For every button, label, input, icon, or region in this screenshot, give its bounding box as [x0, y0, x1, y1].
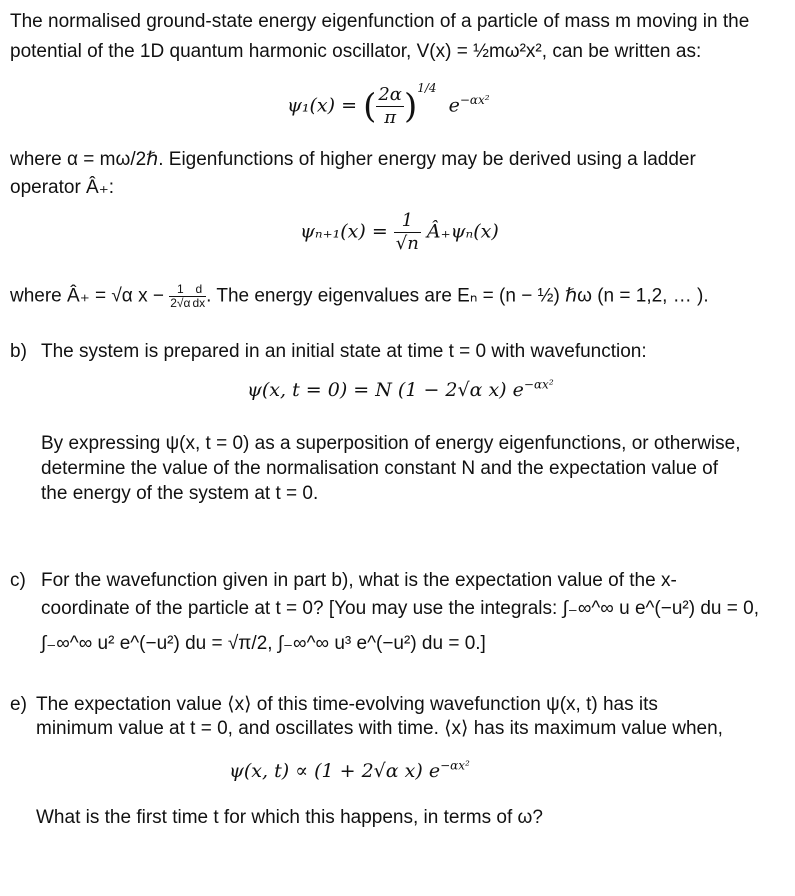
part-c-label: c)	[10, 570, 26, 591]
intro-line-1: The normalised ground-state energy eigenfunction of a particle of mass m moving in the	[10, 11, 750, 32]
part-b-line-4: the energy of the system at t = 0.	[41, 483, 319, 504]
part-c-line-3: ∫₋∞^∞ u² e^(−u²) du = √π/2, ∫₋∞^∞ u³ e^(−u²) du = 0.]	[41, 633, 486, 654]
part-e-equation: ψ(x, t) ∝ (1 + 2√α x) $e^{-\alpha x^2}$	[229, 758, 470, 782]
intro-line-4: operator Â₊:	[10, 177, 115, 198]
part-c-line-1: For the wavefunction given in part b), what is the expectation value of the x-	[41, 570, 677, 591]
intro-line-2: potential of the 1D quantum harmonic oscillator, V(x) = ½mω²x², can be written as:	[10, 41, 702, 62]
intro-line-3: where α = mω/2ℏ. Eigenfunctions of higher energy may be derived using a ladder	[10, 149, 696, 170]
ladder-equation: ψₙ₊₁(x) = $\frac{1}{√n}$ Â₊ψₙ(x)	[300, 210, 499, 254]
part-b-line-2: By expressing ψ(x, t = 0) as a superposition of energy eigenfunctions, or otherwise,	[41, 433, 741, 454]
part-c-line-2: coordinate of the particle at t = 0? [You may use the integrals: ∫₋∞^∞ u e^(−u²) du = 0,	[41, 598, 759, 619]
part-e-line-3: What is the first time t for which this happens, in terms of ω?	[36, 807, 543, 828]
intro-line-5: where Â₊ = √α x − $\frac{1}{2√\alpha}$ $\frac{d}{dx}$ . The energy eigenvalues are Eₙ = (n − ½) ℏω (n = 1,2, … ).	[10, 282, 709, 310]
ground-state-equation: ψ₁(x) = ( $\frac{2\alpha}{\pi}$ )$^{1/4}$ $e^{-\alpha x^2}$	[287, 81, 490, 128]
part-b-line-1: The system is prepared in an initial state at time t = 0 with wavefunction:	[41, 341, 647, 362]
part-e-label: e)	[10, 694, 27, 715]
part-b-equation: ψ(x, t = 0) = N (1 − 2√α x) $e^{-\alpha x^2}$	[247, 377, 554, 401]
part-e-line-2: minimum value at t = 0, and oscillates with time. ⟨x⟩ has its maximum value when,	[36, 718, 723, 739]
part-b-line-3: determine the value of the normalisation constant N and the expectation value of	[41, 458, 719, 479]
part-b-label: b)	[10, 341, 27, 362]
part-e-line-1: The expectation value ⟨x⟩ of this time-evolving wavefunction ψ(x, t) has its	[36, 694, 658, 715]
